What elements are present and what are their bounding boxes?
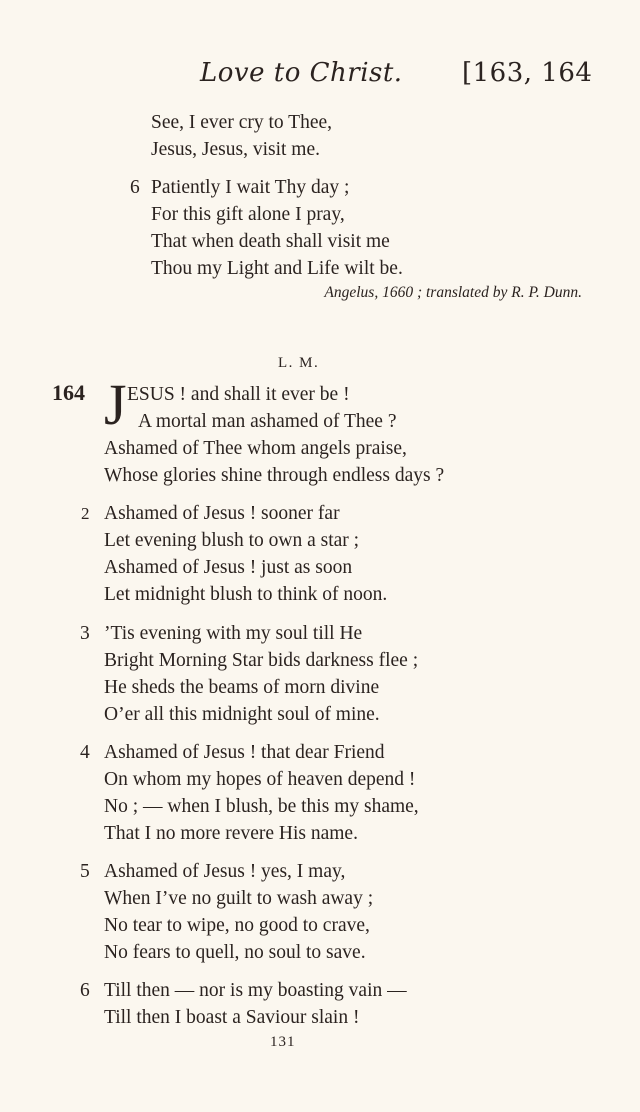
hymn-164-line: Let evening blush to own a star ;	[104, 530, 360, 551]
hymn-163-line: For this gift alone I pray,	[151, 204, 345, 225]
hymn-163-line: Thou my Light and Life wilt be.	[151, 258, 403, 279]
hymn-164-line: No ; — when I blush, be this my shame,	[104, 796, 419, 817]
running-header-title: Love to Christ.	[200, 58, 403, 88]
hymn-164-line: Whose glories shine through endless days ?	[104, 465, 445, 486]
drop-cap: J	[104, 372, 127, 437]
hymn-163-line: Jesus, Jesus, visit me.	[151, 139, 321, 160]
stanza-number: 4	[80, 742, 90, 763]
hymn-164-line: Till then I boast a Saviour slain !	[104, 1007, 360, 1028]
hymn-163-line: That when death shall visit me	[151, 231, 390, 252]
hymn-number: 164	[52, 380, 85, 405]
stanza-number: 2	[81, 504, 90, 523]
running-header-hymn-numbers: [163, 164	[462, 58, 593, 88]
hymn-164-line: No tear to wipe, no good to crave,	[104, 915, 370, 936]
hymn-163-attribution: Angelus, 1660 ; translated by R. P. Dunn.	[324, 284, 582, 301]
stanza-number: 6	[80, 980, 90, 1001]
hymn-164-line: Ashamed of Jesus ! sooner far	[104, 503, 340, 524]
hymn-164-line: He sheds the beams of morn divine	[104, 677, 380, 698]
hymn-164-line: Ashamed of Jesus ! just as soon	[104, 557, 353, 578]
hymn-164-line: ’Tis evening with my soul till He	[104, 623, 363, 644]
hymn-164-line: O’er all this midnight soul of mine.	[104, 704, 380, 725]
hymn-164-line: Ashamed of Jesus ! that dear Friend	[104, 742, 385, 763]
stanza-number: 3	[80, 623, 90, 644]
hymn-163-line: See, I ever cry to Thee,	[151, 112, 333, 133]
hymn-164-line: A mortal man ashamed of Thee ?	[138, 411, 397, 432]
hymn-164-line: Till then — nor is my boasting vain —	[104, 980, 407, 1001]
meter-label: L. M.	[278, 355, 320, 371]
hymn-164-line: Bright Morning Star bids darkness flee ;	[104, 650, 419, 671]
hymn-164-line: Let midnight blush to think of noon.	[104, 584, 388, 605]
hymn-164-line: Ashamed of Thee whom angels praise,	[104, 438, 407, 459]
stanza-number: 5	[80, 861, 90, 882]
hymn-164-line: On whom my hopes of heaven depend !	[104, 769, 416, 790]
hymn-164-line: That I no more revere His name.	[104, 823, 358, 844]
hymn-164-line: No fears to quell, no soul to save.	[104, 942, 366, 963]
hymn-164-line: When I’ve no guilt to wash away ;	[104, 888, 374, 909]
hymn-163-line: Patiently I wait Thy day ;	[151, 177, 350, 198]
page-number: 131	[270, 1034, 296, 1050]
hymn-164-first-line: ESUS ! and shall it ever be !	[127, 384, 350, 405]
stanza-number: 6	[130, 177, 140, 198]
hymn-164-line: Ashamed of Jesus ! yes, I may,	[104, 861, 346, 882]
